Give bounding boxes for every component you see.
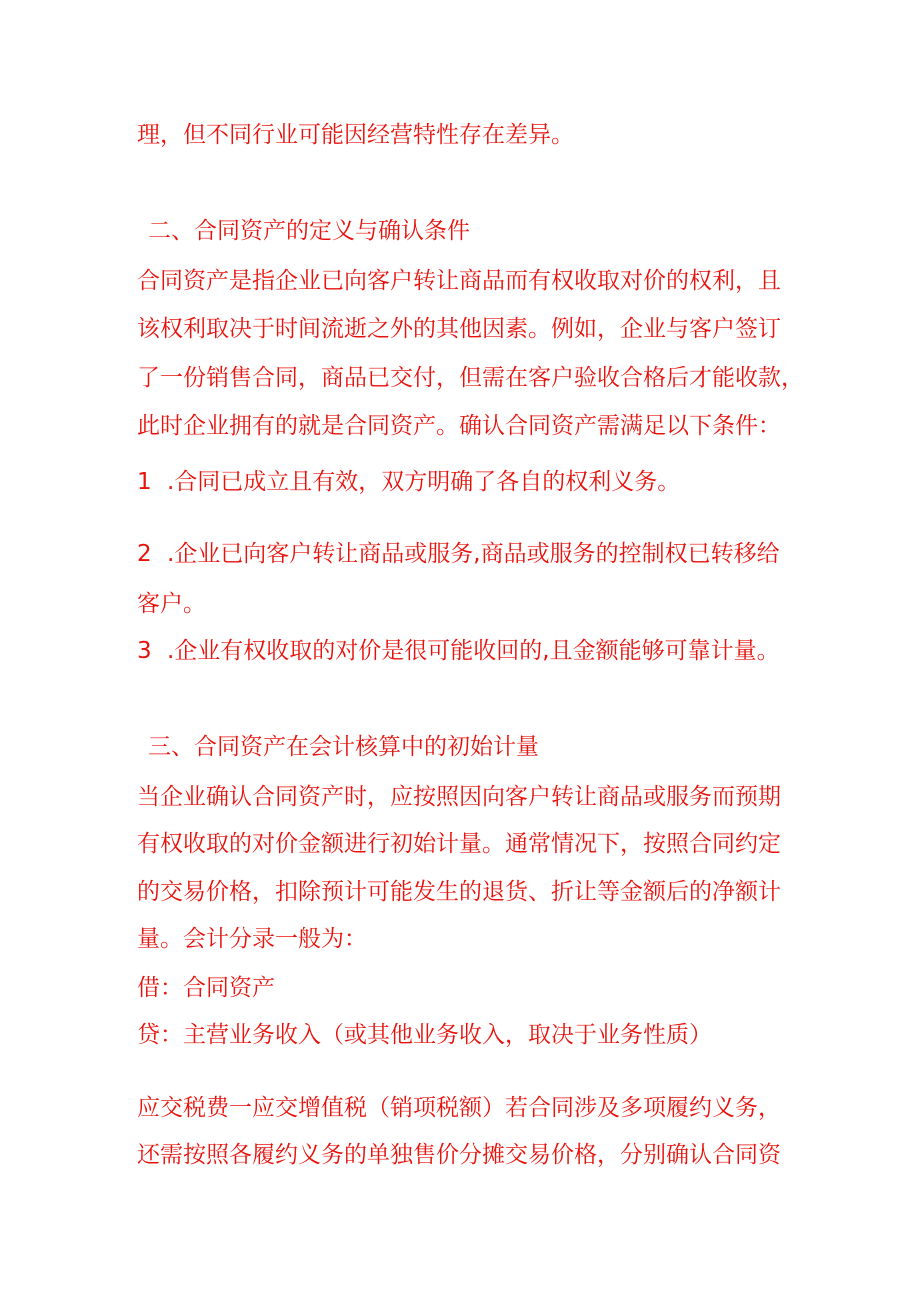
debit-entry-line: 借：合同资产 bbox=[137, 975, 275, 1001]
credit-entry-line: 贷：主营业务收入（或其他业务收入，取决于业务性质） bbox=[137, 1022, 712, 1048]
condition-item-2-continued: 客户。 bbox=[137, 591, 206, 617]
section3-paragraph-line: 量。会计分录一般为： bbox=[137, 926, 367, 952]
condition-item-1 bbox=[137, 467, 680, 497]
section2-paragraph-line: 此时企业拥有的就是合同资产。确认合同资产需满足以下条件： bbox=[137, 413, 781, 439]
condition-text: .企业已向客户转让商品或服务,商品或服务的控制权已转移给 bbox=[167, 541, 780, 567]
condition-item-2 bbox=[137, 539, 780, 569]
condition-text: .企业有权收取的对价是很可能收回的,且金额能够可靠计量。 bbox=[167, 638, 780, 664]
condition-number: 2 bbox=[137, 541, 152, 567]
section3-paragraph-line: 有权收取的对价金额进行初始计量。通常情况下，按照合同约定 bbox=[137, 831, 781, 857]
section2-paragraph-line: 该权利取决于时间流逝之外的其他因素。例如，企业与客户签订 bbox=[137, 316, 781, 342]
section3-heading: 三、合同资产在会计核算中的初始计量 bbox=[148, 734, 539, 760]
condition-text: .合同已成立且有效，双方明确了各自的权利义务。 bbox=[167, 469, 681, 495]
condition-item-3 bbox=[137, 636, 780, 666]
intro-tail-text: 理，但不同行业可能因经营特性存在差异。 bbox=[137, 122, 574, 148]
section3-paragraph-line: 的交易价格，扣除预计可能发生的退货、折让等金额后的净额计 bbox=[137, 879, 781, 905]
condition-number: 1 bbox=[137, 469, 152, 495]
section2-paragraph-line: 合同资产是指企业已向客户转让商品而有权收取对价的权利，且 bbox=[137, 268, 781, 294]
condition-number: 3 bbox=[137, 638, 152, 664]
section2-paragraph-line: 了一份销售合同，商品已交付，但需在客户验收合格后才能收款， bbox=[137, 365, 804, 391]
section3-paragraph-line: 当企业确认合同资产时，应按照因向客户转让商品或服务而预期 bbox=[137, 784, 781, 810]
section2-heading: 二、合同资产的定义与确认条件 bbox=[148, 218, 470, 244]
section3-tail-line: 应交税费一应交增值税（销项税额）若合同涉及多项履约义务， bbox=[137, 1095, 781, 1121]
section3-tail-line: 还需按照各履约义务的单独售价分摊交易价格，分别确认合同资 bbox=[137, 1142, 781, 1168]
